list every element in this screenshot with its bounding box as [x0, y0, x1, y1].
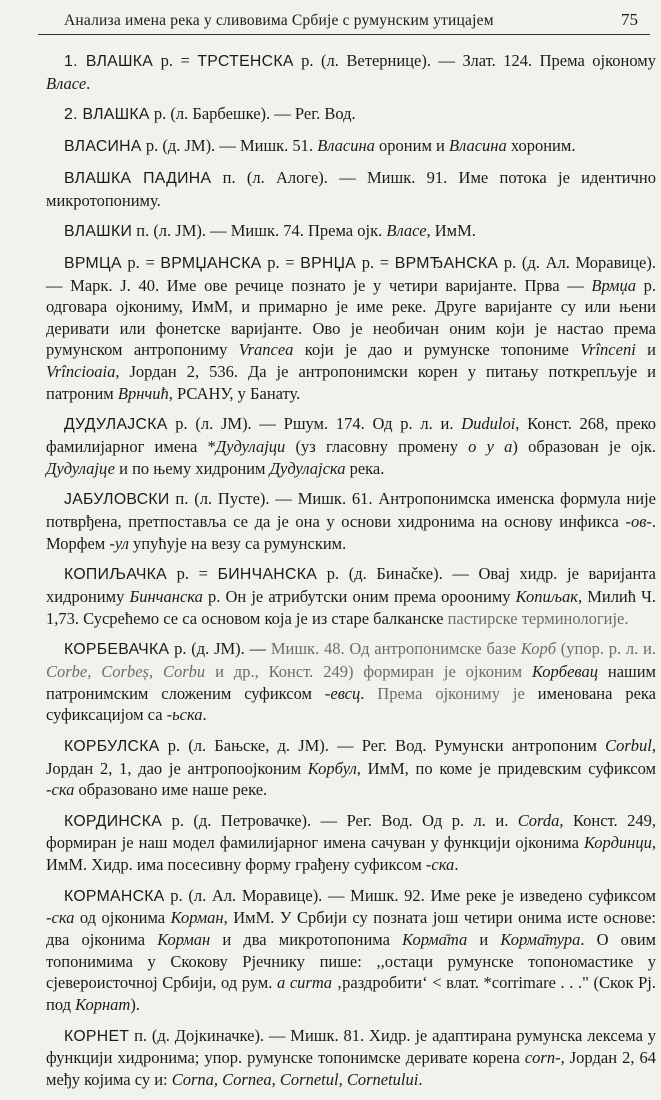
entry-headword: ВЛАШКИ: [64, 223, 133, 241]
entry-text: р. (д. Петровачке). — Рег. Вод. Од р. л. и.: [162, 810, 518, 830]
entry-italic-term: -ска: [46, 780, 75, 800]
entry-headword: ВРМЦА: [64, 255, 122, 273]
entry-variant-headword: ВРНЏА: [300, 255, 357, 273]
entry-text: р. (д. ЈМ). —: [169, 639, 271, 659]
entry-italic-term: -ска: [46, 908, 75, 928]
entry-headword: 1. ВЛАШКА: [64, 53, 154, 70]
entry: [46, 167, 656, 211]
entry-text: , ИмМ. У Србији су позната још четири онима исте основе: два ојконима: [46, 908, 656, 950]
entry-italic-term: -ьска: [166, 705, 203, 725]
entry-text: хороним.: [506, 136, 576, 156]
entry-italic-term: Корбул: [307, 758, 357, 778]
entry-faded-text: и др., Конст. 249) формиран је ојконим: [205, 661, 532, 681]
entry-italic-term: Власе: [386, 221, 427, 241]
entry-italic-term: -ов-: [625, 512, 652, 531]
entry-text: и по њему хидроним: [115, 458, 270, 478]
entry-text: р. =: [167, 564, 218, 584]
entry-text: од ојконима: [74, 908, 171, 928]
entry-italic-term: Корман: [157, 930, 211, 950]
entry-text: р. (д. Ал. Моравице). — Марк. Ј. 40. Име ове речице познато је у четири варијанте. Прва —: [46, 253, 656, 295]
entry-text: р. одговара ојкониму, ИмМ, и примарно је име реке. Друге варијанте су или њени деривати или фонетске варијанте. Ово је необичан оним који је настао према румунском антропониму: [46, 275, 657, 360]
entry: [46, 563, 656, 629]
entry-italic-term: Vrînceni: [580, 340, 636, 360]
entry: [46, 735, 656, 801]
entry: [46, 885, 656, 1016]
entry-faded-text: Према ојкониму је: [377, 683, 525, 703]
entry-text: р. Он је атрибутски оним према ороониму: [202, 586, 516, 606]
entry-italic-term: Кординци: [583, 833, 652, 853]
entry-italic-term: -ска: [425, 855, 455, 875]
entry-text: р. =: [153, 51, 198, 70]
entry-text: , Јордан 2, 536. Да је антропонимски корен у питању поткрепљује и патроним: [46, 362, 656, 403]
entry-text: ) образован је ојк.: [512, 437, 656, 457]
entry-italic-term: corn-: [524, 1048, 561, 1068]
entry-text: р. (л. Бањске, д. ЈМ). — Рег. Вод. Румунски антропоним: [159, 735, 606, 755]
entry-italic-term: Корма̄та: [402, 930, 468, 950]
entry-italic-term: о у а: [468, 437, 513, 457]
entry-text: образовано име наше реке.: [74, 780, 268, 800]
running-header: [38, 8, 650, 35]
entry-italic-term: Corbul: [605, 735, 652, 755]
entry-text: , Јордан 2, 64 међу којима су и:: [46, 1048, 656, 1089]
entry-headword: КОРБУЛСКА: [64, 737, 160, 755]
entry-italic-term: -евсц: [324, 683, 361, 703]
header-title: Анализа имена река у сливовима Србије с румунским утицајем: [64, 12, 494, 29]
entry-text: , ИмМ.: [426, 221, 476, 241]
entry-text: и два микротопонима: [210, 930, 403, 950]
entry-italic-term: Врмџа: [591, 275, 636, 295]
entry-text: р. (д. ЈМ). — Мишк. 51.: [141, 136, 318, 156]
entry-italic-term: Власе: [46, 73, 87, 93]
entry-italic-term: Бинчанска: [129, 586, 203, 606]
entry-text: .: [418, 1069, 423, 1089]
entry-italic-term: Дудулајска: [269, 458, 346, 478]
entry-text: нашим патронимским сложеним суфиксом: [46, 661, 656, 703]
entry: [46, 810, 656, 876]
entry-text: , ИмМ, по коме је придевским суфиксом: [356, 758, 657, 778]
entry: [46, 1025, 656, 1091]
entry-text: р. =: [261, 253, 301, 273]
page-number: 75: [621, 10, 638, 29]
entry-italic-term: Corda: [517, 810, 560, 830]
entry-italic-term: Дудулајце: [46, 458, 115, 478]
entries-list: [46, 50, 656, 1100]
entry-text: ‚раздробити‘ < влат. *corrimare . . ." (Скок Рј. под: [46, 973, 656, 1014]
entry-text: који је дао и румунске топониме: [293, 340, 581, 360]
entry-italic-term: Vrîncioaia: [46, 362, 116, 382]
entry-faded-text: пастирске терминологије.: [447, 608, 629, 628]
entry-text: р. (л. ЈМ). — Ршум. 174. Од р. л. и.: [167, 414, 462, 434]
entry-faded-text: (упор. р. л. и.: [556, 639, 656, 659]
entry-variant-headword: БИНЧАНСКА: [217, 566, 318, 584]
entry-text: , Конст. 268, преко фамилијарног имена *: [46, 414, 656, 457]
entry-italic-term: Корбевац: [531, 661, 598, 681]
entry-italic-term: Duduloi: [461, 414, 516, 434]
entry-text: р. (л. Барбешке). — Рег. Вод.: [149, 104, 356, 124]
entry-text: и: [467, 930, 501, 950]
entry-variant-headword: ВРМЏАНСКА: [160, 255, 262, 273]
entry-text: ).: [130, 994, 140, 1014]
entry-italic-term: Vrancea: [238, 340, 294, 360]
entry-text: , РСАНУ, у Банату.: [168, 383, 301, 403]
entry: [46, 413, 656, 479]
entry: [46, 135, 656, 158]
entry-italic-term: Corna, Cornea, Cornetul, Cornetului: [171, 1069, 419, 1089]
entry-text: , ИмМ. Хидр. има посесивну форму грађену суфиксом: [46, 833, 656, 875]
entry-text: .: [360, 683, 378, 703]
entry-headword: КОРНЕТ: [64, 1027, 130, 1045]
entry: [46, 252, 656, 404]
entry: [46, 50, 656, 94]
entry-text: р. (д. Бинаčке). — Овај хидр. је варијанта хидрониму: [46, 564, 657, 606]
entry-variant-headword: ТРСТЕНСКА: [197, 53, 294, 70]
entry-text: р. (л. Ал. Моравице). — Мишк. 92. Име реке је изведено суфиксом: [164, 885, 656, 905]
entry: [46, 488, 656, 554]
entry-italic-term: Дудулајци: [215, 437, 286, 457]
entry-text: .: [454, 855, 459, 875]
entry-italic-term: Корнат: [75, 994, 131, 1014]
entry-headword: 2. ВЛАШКА: [64, 106, 150, 124]
entry: [46, 638, 656, 725]
entry-italic-term: Власина: [448, 136, 507, 156]
entry-italic-term: a curma: [276, 973, 333, 993]
entry-faded-italic: Корб: [520, 639, 556, 659]
entry-headword: КОРБЕВАЧКА: [64, 641, 170, 659]
entry-headword: КОРДИНСКА: [64, 812, 163, 830]
entry-italic-term: Врнчић: [117, 383, 169, 403]
entry-text: п. (л. Пусте). — Мишк. 61. Антропонимска именска формула није потврђена, претпоставља се да је она у основи хидронима на основу инфикса: [46, 489, 656, 531]
entry-text: именована река суфиксацијом са: [46, 683, 657, 725]
entry-headword: ВЛАСИНА: [64, 138, 142, 156]
entry-text: р. (л. Ветернице). — Злат. 124. Према ојконому: [293, 51, 656, 70]
entry-headword: КОРМАНСКА: [64, 887, 165, 905]
entry: [46, 103, 656, 126]
entry-text: , Конст. 249, формиран је наш модел фамилијарног имена сачуван у функцији ојконима: [46, 810, 656, 853]
entry-variant-headword: ВРМЂАНСКА: [394, 255, 499, 273]
entry-headword: ЈАБУЛОВСКИ: [64, 491, 170, 509]
entry-headword: ВЛАШКА ПАДИНА: [64, 169, 212, 187]
entry-text: .: [86, 73, 91, 93]
entry-italic-term: Копиљак: [515, 586, 578, 606]
entry-headword: КОПИЉАЧКА: [64, 566, 167, 584]
entry-text: (уз гласовну промену: [285, 437, 469, 457]
entry-text: р. =: [356, 253, 395, 273]
entry-text: , Јордан 2, 1, дао је антропоојконим: [46, 735, 656, 778]
entry-italic-term: -ул: [109, 533, 129, 553]
entry-text: , Милић Ч. 1,73. Сусрећемо се са основом која је из старе балканске: [46, 586, 656, 628]
entry-text: . О овим топонимима у Скокову Рјечнику пише: ,,остаци румунске топономастике у сјевероисточној Србији, од рум.: [46, 930, 656, 993]
entry-text: . Морфем: [46, 512, 656, 553]
entry-text: ороним и: [374, 136, 449, 156]
entry-text: р. =: [121, 253, 161, 273]
entry-italic-term: Власина: [317, 136, 375, 156]
entry-text: п. (л. Алоге). — Мишк. 91. Име потока је идентично микротопониму.: [46, 167, 656, 210]
entry-faded-italic: Corbe, Corbeș, Corbu: [46, 661, 206, 681]
entry-text: река.: [345, 458, 385, 478]
entry-text: и: [635, 340, 656, 360]
entry-text: упућује на везу са румунским.: [128, 533, 347, 553]
entry-text: п. (л. ЈМ). — Мишк. 74. Према ојк.: [132, 221, 387, 241]
entry-faded-text: Мишк. 48. Од антропонимске базе: [270, 639, 521, 659]
entry: [46, 220, 656, 243]
entry-italic-term: Корма̄тура: [500, 930, 581, 950]
entry-italic-term: Корман: [170, 908, 224, 928]
entry-text: п. (д. Дојкиначке). — Мишк. 81. Хидр. је адаптирана румунска лексема у функцији хидронима; упор. румунске топонимске деривате корена: [46, 1025, 656, 1068]
entry-headword: ДУДУЛАЈСКА: [64, 416, 168, 434]
entry-text: .: [202, 705, 207, 725]
